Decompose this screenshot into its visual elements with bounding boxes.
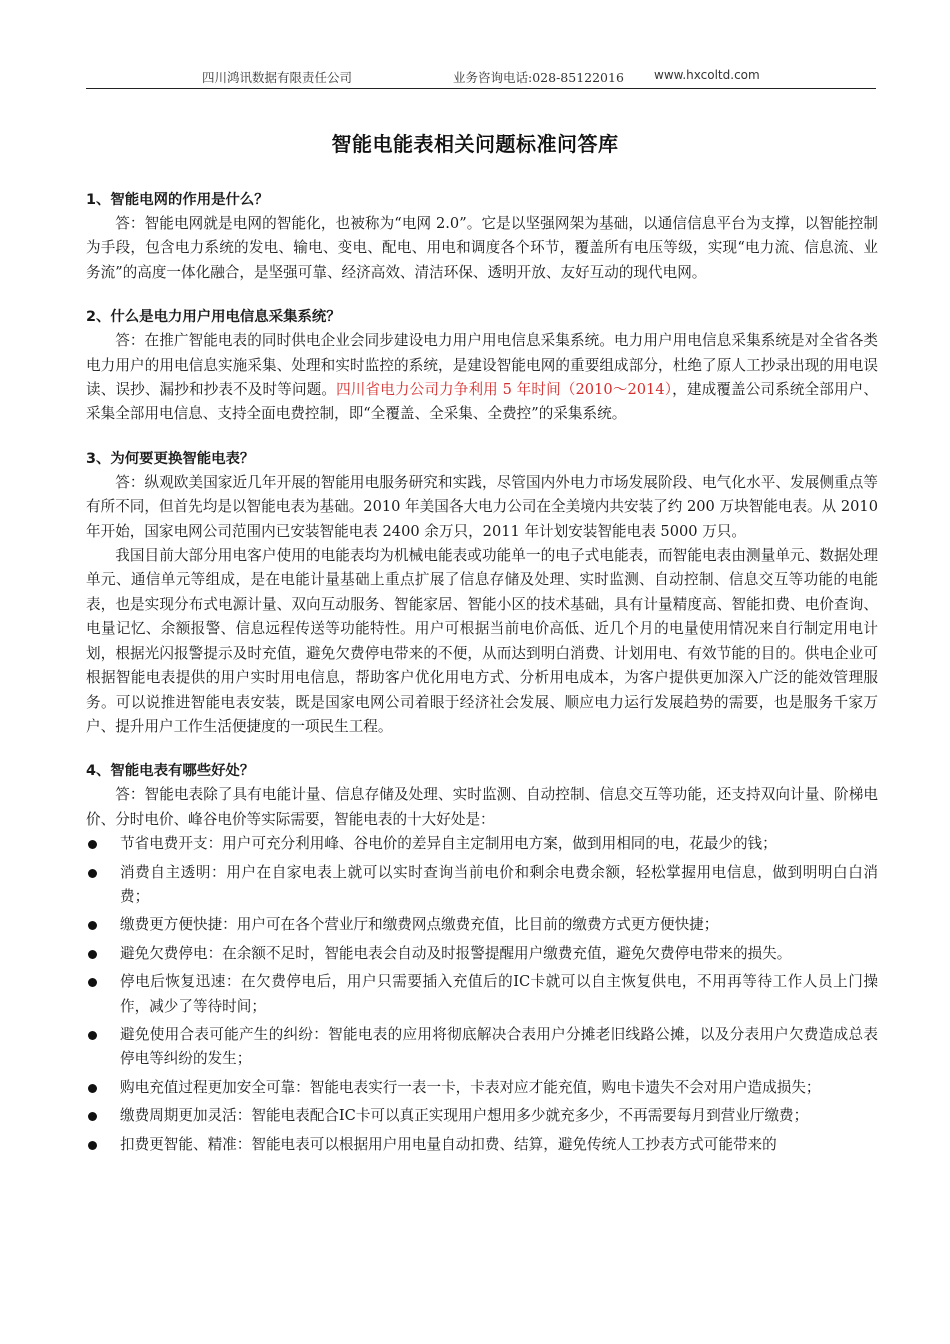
answer-paragraph: 答：纵观欧美国家近几年开展的智能用电服务研究和实践，尽管国内外电力市场发展阶段、电气化水平、发展侧重点等有所不同，但首先均是以智能电表为基础。2010 年美国各大电力公司在全美境内共安装了约 200 万块智能电表。从 2010 年开始，国家电网公司范围内已安装智能电表 2400 余万只，2011 年计划安装智能电表 5000 万只。 [86,473,879,540]
list-item [86,1133,878,1157]
bullet-dot-icon [88,978,97,987]
page-title: 智能电能表相关问题标准问答库 [331,132,619,156]
list-item-text: 缴费周期更加灵活：智能电表配合IC卡可以真正实现用户想用多少就充多少，不再需要每月到营业厅缴费； [120,1107,809,1125]
list-item-text: 购电充值过程更加安全可靠：智能电表实行一表一卡，卡表对应才能充值，购电卡遗失不会对用户造成损失； [120,1078,821,1096]
bullet-dot-icon [88,1141,97,1150]
document-body [86,188,878,1177]
question-heading: 1、智能电网的作用是什么？ [86,192,269,208]
list-item [86,1076,878,1100]
question-heading: 2、什么是电力用户用电信息采集系统？ [86,309,341,326]
list-item-text: 节省电费开支：用户可充分利用峰、谷电价的差异自主定制用电方案，做到用相同的电，花最少的钱； [120,835,777,853]
list-item-text: 避免欠费停电：在余额不足时，智能电表会自动及时报警提醒用户缴费充值，避免欠费停电带来的损失。 [120,944,792,962]
question-heading: 4、智能电表有哪些好处？ [86,763,255,780]
bullet-dot-icon [88,1112,97,1121]
benefits-list [86,832,878,1157]
list-item [86,913,878,937]
highlight-text: 四川省电力公司力争利用 5 年时间（2010～2014） [336,381,673,399]
list-item-text: 缴费更方便快捷：用户可在各个营业厅和缴费网点缴费充值，比目前的缴费方式更方便快捷； [120,916,719,934]
header-phone: 业务咨询电话:028-85122016 [453,70,624,85]
header-company: 四川鸿讯数据有限责任公司 [202,70,353,85]
answer-paragraph: 答：智能电网就是电网的智能化，也被称为“电网 2.0”。它是以坚强网架为基础，以通信信息平台为支撑，以智能控制为手段，包含电力系统的发电、输电、变电、配电、用电和调度各个环节，覆盖所有电压等级，实现“电力流、信息流、业务流”的高度一体化融合，是坚强可靠、经济高效、清洁环保、透明开放、友好互动的现代电网。 [86,215,878,281]
section-3 [86,447,878,739]
list-item-text: 扣费更智能、精准：智能电表可以根据用户用电量自动扣费、结算，避免传统人工抄表方式可能带来的 [120,1135,777,1153]
answer-paragraph: 我国目前大部分用电客户使用的电能表均为机械电能表或功能单一的电子式电能表，而智能电表由测量单元、数据处理单元、通信单元等组成，是在电能计量基础上重点扩展了信息存储及处理、实时监测、自动控制、信息交互等功能的电能表，也是实现分布式电源计量、双向互动服务、智能家居、智能小区的技术基础，具有计量精度高、智能扣费、电价查询、电量记忆、余额报警、信息远程传送等功能特性。用户可根据当前电价高低、近几个月的电量使用情况来自行制定用电计划，根据光闪报警提示及时充值，避免欠费停电带来的不便，从而达到明白消费、计划用电、有效节能的目的。供电企业可根据智能电表提供的用户实时用电信息，帮助客户优化用电方式、分析用电成本，为客户提供更加深入广泛的能效管理服务。可以说推进智能电表安装，既是国家电网公司着眼于经济社会发展、顺应电力运行发展趋势的需要，也是服务千家万户、提升用户工作生活便捷度的一项民生工程。 [86,547,878,735]
bullet-dot-icon [88,950,97,959]
bullet-dot-icon [88,1031,97,1040]
list-item-text: 停电后恢复迅速：在欠费停电后，用户只需要插入充值后的IC卡就可以自主恢复供电，不用再等待工作人员上门操作，减少了等待时间； [120,973,878,1015]
section-2 [86,305,878,427]
answer-paragraph: 答：智能电表除了具有电能计量、信息存储及处理、实时监测、自动控制、信息交互等功能，还支持双向计量、阶梯电价、分时电价、峰谷电价等实际需要，智能电表的十大好处是： [86,786,878,828]
list-item [86,942,878,966]
header-divider [86,88,876,89]
header-website: www.hxcoltd.com [654,68,760,82]
bullet-dot-icon [88,840,97,849]
list-item [86,861,878,910]
answer-text: ，建成覆盖公司系统全部用户、采集全部用电信息、支持全面电费控制，即“全覆盖、全采集、全费控”的采集系统。 [86,381,878,423]
list-item [86,1023,878,1072]
bullet-dot-icon [88,869,97,878]
bullet-dot-icon [88,921,97,930]
page-header [86,66,876,88]
list-item [86,970,878,1019]
question-heading: 3、为何要更换智能电表？ [86,450,255,467]
section-1 [86,188,878,285]
answer-text: 答：在推广智能电表的同时供电企业会同步建设电力用户用电信息采集系统。电力用户用电信息采集系统是对全省各类电力用户的用电信息实施采集、处理和实时监控的系统，是建设智能电网的重要组成部分，杜绝了原人工抄录出现的用电误读、误抄、漏抄和抄表不及时等问题。 [86,332,878,399]
answer-paragraph [86,329,878,427]
section-4 [86,759,878,1157]
list-item-text: 消费自主透明：用户在自家电表上就可以实时查询当前电价和剩余电费余额，轻松掌握用电信息，做到明明白白消费； [120,863,878,905]
list-item-text: 避免使用合表可能产生的纠纷：智能电表的应用将彻底解决合表用户分摊老旧线路公摊，以及分表用户欠费造成总表停电等纠纷的发生； [120,1025,878,1068]
list-item [86,1104,878,1128]
bullet-dot-icon [88,1084,97,1093]
list-item [86,832,878,856]
